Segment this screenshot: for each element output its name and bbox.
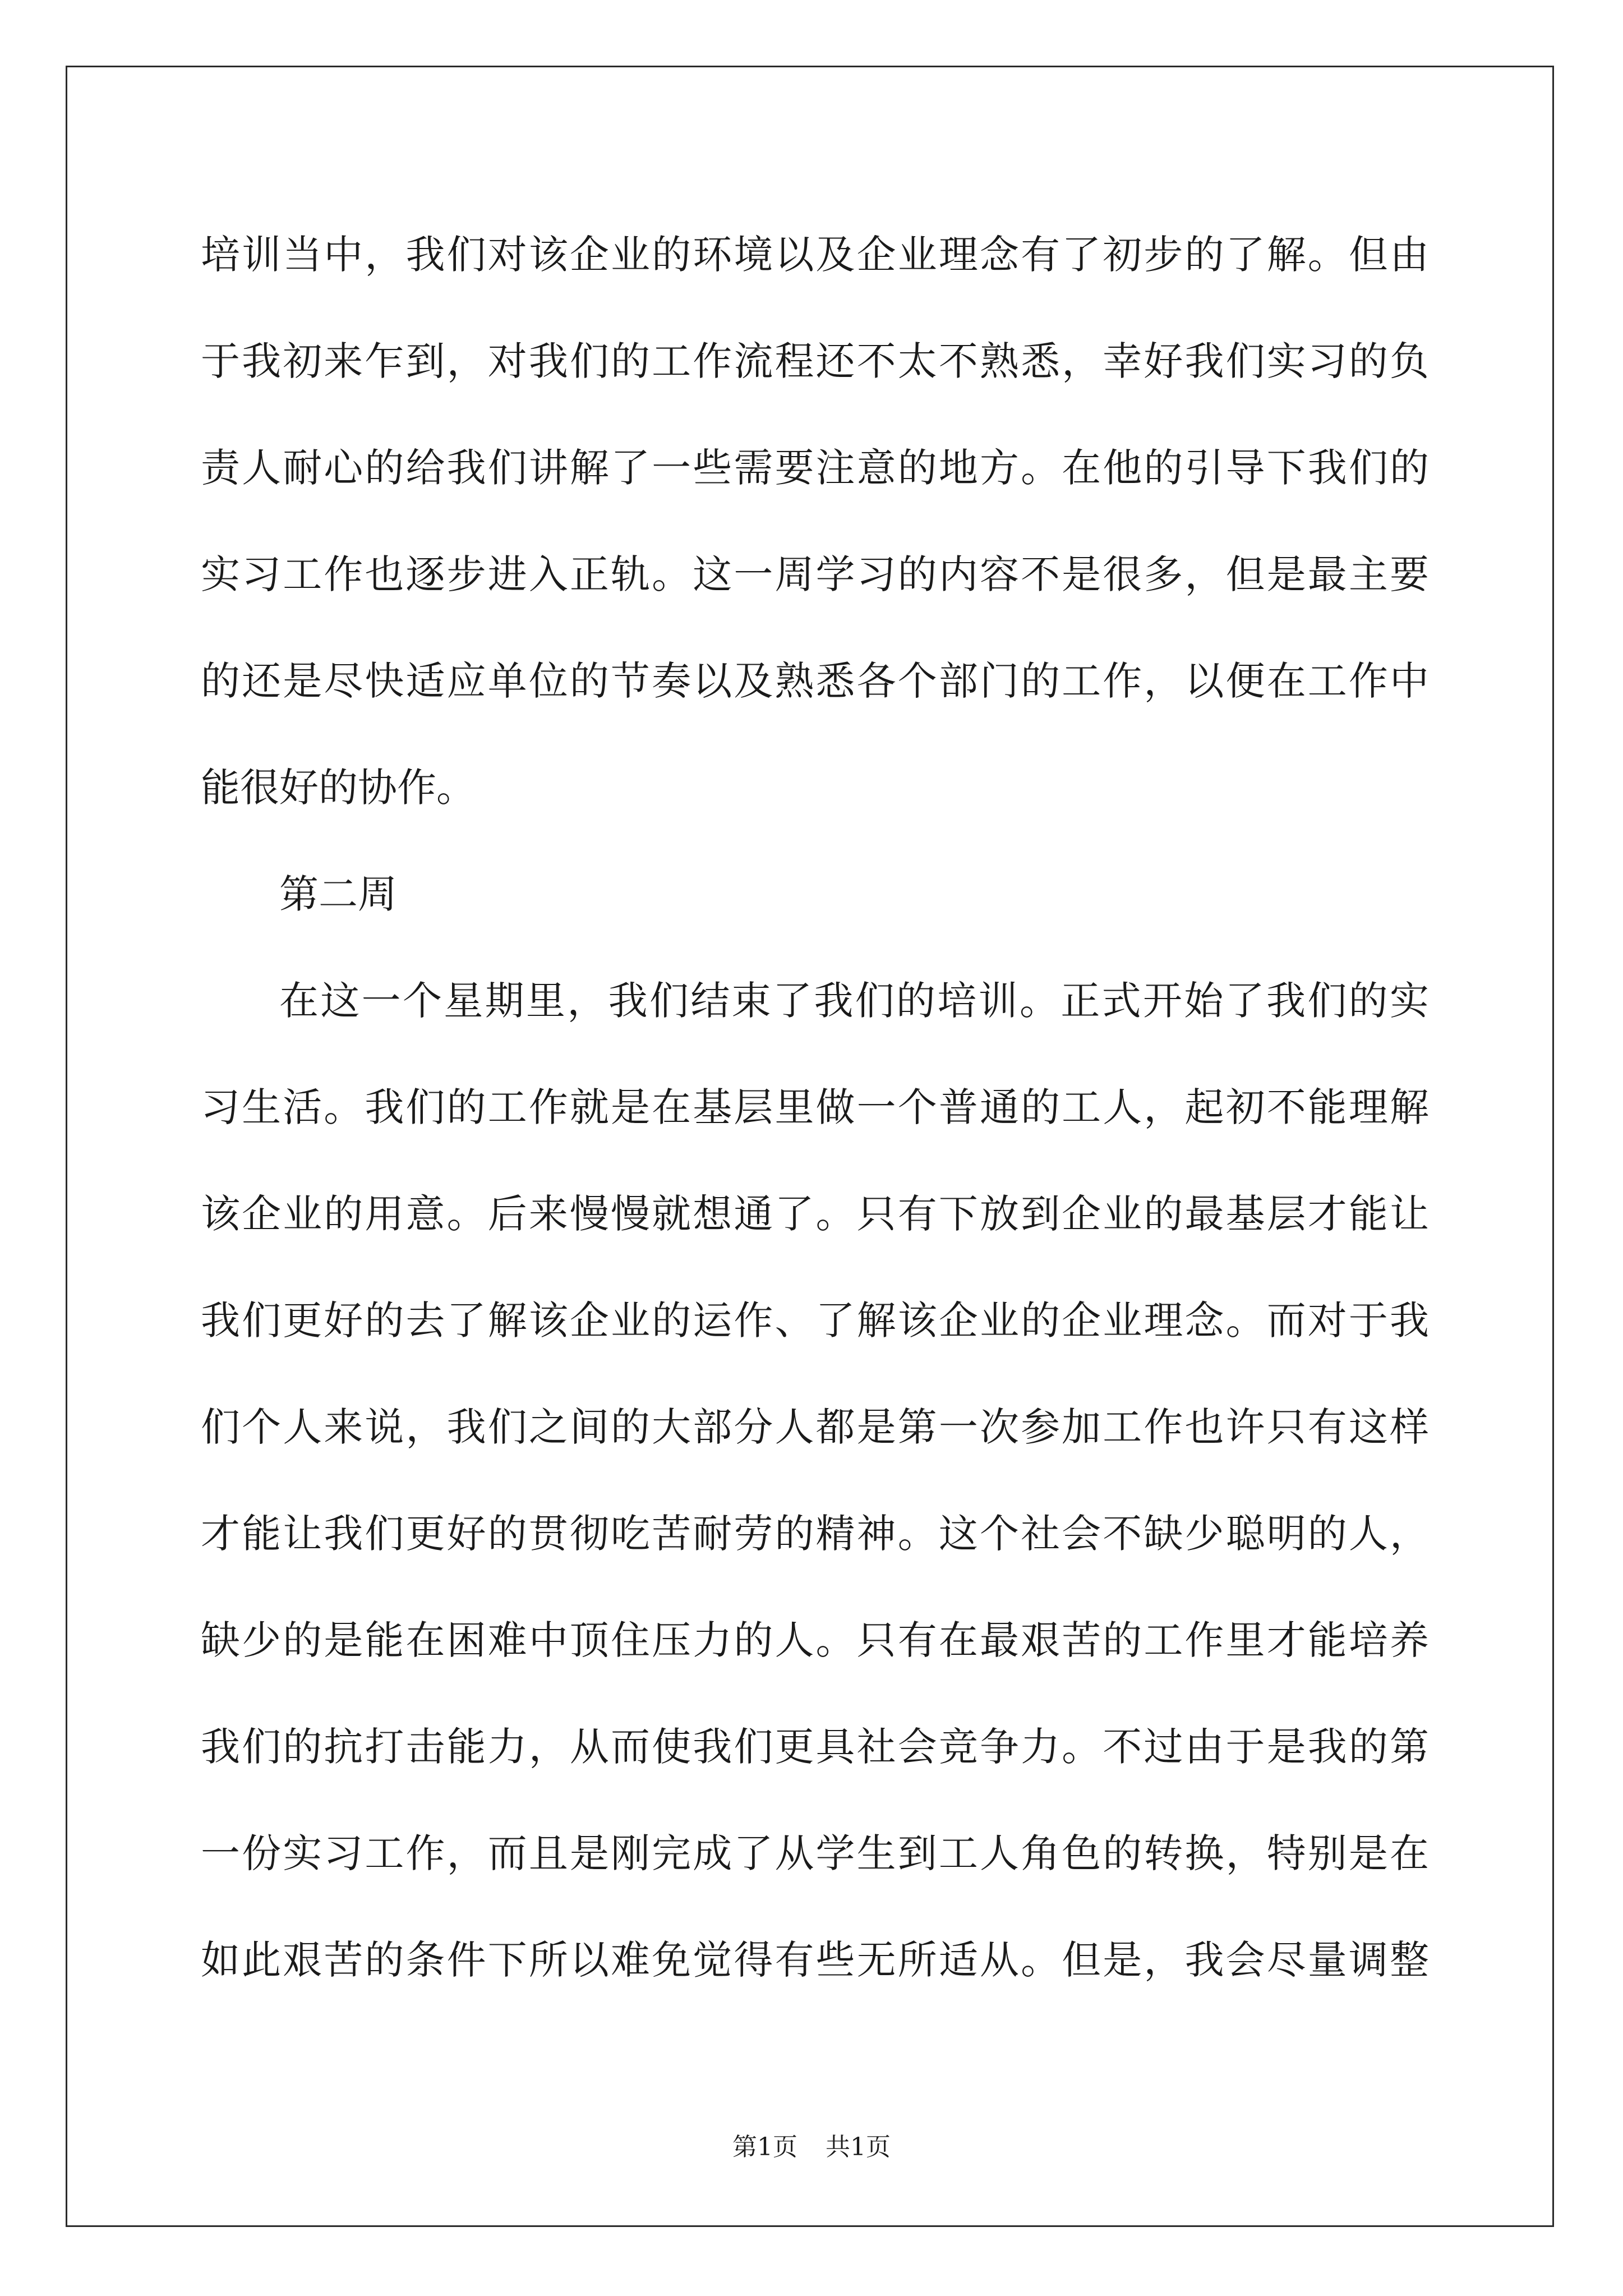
paragraph-line: 们个人来说，我们之间的大部分人都是第一次参加工作也许只有这样 [201,1404,1429,1450]
paragraph-line: 习生活。我们的工作就是在基层里做一个普通的工人，起初不能理解 [201,1084,1429,1130]
paragraph-line: 如此艰苦的条件下所以难免觉得有些无所适从。但是，我会尽量调整 [201,1937,1429,1983]
page-footer [0,2131,1623,2164]
paragraph-line: 于我初来乍到，对我们的工作流程还不太不熟悉，幸好我们实习的负 [201,338,1429,384]
paragraph-line: 在这一个星期里，我们结束了我们的培训。正式开始了我们的实 [279,978,1429,1024]
page-number: 第1页 [732,2133,797,2161]
paragraph-line: 责人耐心的给我们讲解了一些需要注意的地方。在他的引导下我们的 [201,445,1429,491]
paragraph-line: 实习工作也逐步进入正轨。这一周学习的内容不是很多，但是最主要 [201,551,1429,597]
paragraph-line: 能很好的协作。 [201,765,476,811]
paragraph-line: 一份实习工作，而且是刚完成了从学生到工人角色的转换，特别是在 [201,1830,1429,1876]
paragraph-line: 缺少的是能在困难中顶住压力的人。只有在最艰苦的工作里才能培养 [201,1617,1429,1663]
paragraph-line: 该企业的用意。后来慢慢就想通了。只有下放到企业的最基层才能让 [201,1191,1429,1237]
paragraph-line: 才能让我们更好的贯彻吃苦耐劳的精神。这个社会不缺少聪明的人， [201,1511,1429,1557]
paragraph-line: 培训当中，我们对该企业的环境以及企业理念有了初步的了解。但由 [201,232,1429,278]
page-count: 共1页 [826,2133,891,2161]
paragraph-line: 我们更好的去了解该企业的运作、了解该企业的企业理念。而对于我 [201,1297,1429,1343]
section-heading: 第二周 [279,871,397,917]
paragraph-line: 的还是尽快适应单位的节奏以及熟悉各个部门的工作，以便在工作中 [201,658,1429,704]
paragraph-line: 我们的抗打击能力，从而使我们更具社会竞争力。不过由于是我的第 [201,1724,1429,1770]
document-body [201,223,1429,2035]
